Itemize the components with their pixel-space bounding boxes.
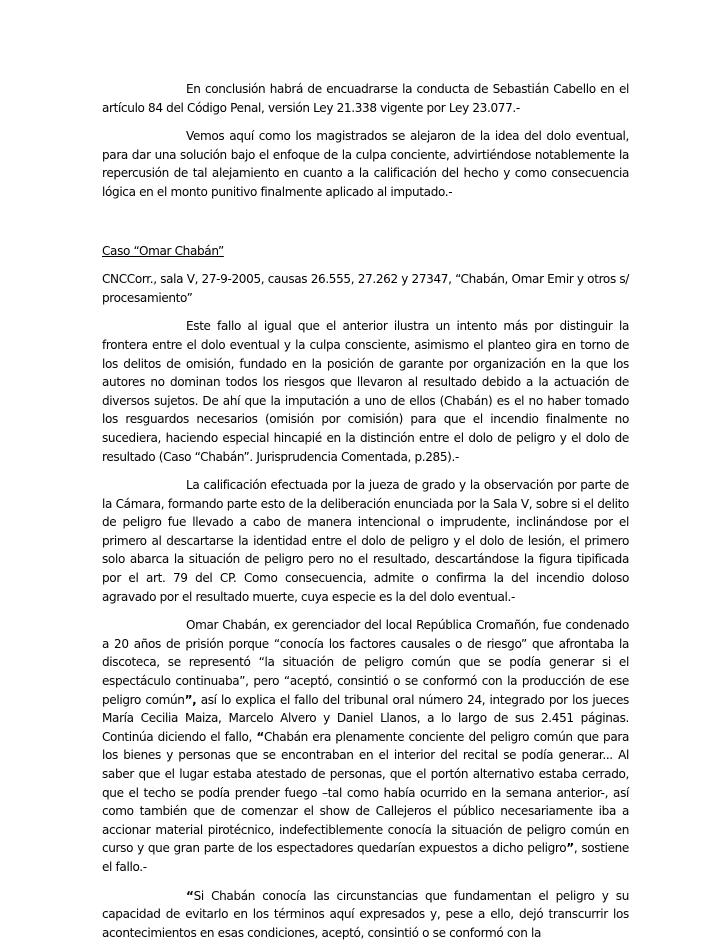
text-run: así lo explica el fallo del tribunal oral número 24, integrado por los jueces María Cecilia Maiza, Marcelo Alvero y Daniel Llanos, a lo largo de sus 2.451 páginas. Continúa diciendo el fallo,	[102, 692, 629, 744]
paragraph-chaban-condena	[102, 616, 629, 876]
section-heading: Caso “Omar Chabán”	[102, 243, 224, 258]
text-run-bold: “	[256, 729, 264, 744]
spacer	[102, 466, 629, 476]
spacer	[102, 117, 629, 127]
case-citation: CNCCorr., sala V, 27-9-2005, causas 26.555, 27.262 y 27347, “Chabán, Omar Emir y otros s/ procesamiento”	[102, 272, 629, 305]
text-run-bold: “	[186, 888, 194, 903]
spacer	[102, 232, 629, 242]
document-page	[102, 80, 629, 942]
text-run: Si Chabán conocía las circunstancias que fundamentan el peligro y su capacidad de evitarlo en los términos aquí expresados y, pese a ello, dejó transcurrir los acontecimientos en esas condiciones, aceptó, consintió o se conformó con la	[102, 888, 629, 940]
paragraph-conclusion: En conclusión habrá de encuadrarse la conducta de Sebastián Cabello en el artículo 84 del Código Penal, versión Ley 21.338 vigente por Ley 23.077.-	[102, 82, 629, 115]
spacer	[102, 202, 629, 232]
text-run: Omar Chabán, ex gerenciador del local República Cromañón, fue condenado a 20 años de prisión porque “conocía los factores causales o de riesgo” que afrontaba la discoteca, se representó “la situación de peligro común que se podía generar si el espectáculo continuaba”, pero “aceptó, consintió o se conformó con la producción de ese peligro común	[102, 618, 629, 707]
spacer	[102, 877, 629, 887]
paragraph-fallo: Este fallo al igual que el anterior ilustra un intento más por distinguir la frontera entre el dolo eventual y la culpa consciente, asimismo el planteo gira en torno de los delitos de omisión, fundado en la posición de garante por organización en la que los autores no dominan todos los riesgos que llevaron al resultado debido a la actuación de diversos sujetos. De ahí que la imputación a uno de ellos (Chabán) es el no haber tomado los resguardos necesarios (omisión por comisión) para que el incendio finalmente no sucediera, haciendo especial hincapié en la distinción entre el dolo de peligro y el dolo de resultado (Caso “Chabán”. Jurisprudencia Comentada, p.285).-	[102, 319, 629, 464]
spacer	[102, 307, 629, 317]
text-run: Chabán era plenamente conciente del peligro común que para los bienes y personas que se encontraban en el interior del recital se podía generar... Al saber que el lugar estaba atestado de personas, que el portón alternativo estaba cerrado, que el techo se podía prender fuego –tal como había ocurrido en la semana anterior-, así como también que de comenzar el show de Callejeros el público necesariamente iba a accionar material pirotécnico, indefectiblemente conocía la situación de peligro común en curso y que gran parte de los espectadores quedarían expuestos a dicho peligro	[102, 729, 629, 856]
spacer	[102, 606, 629, 616]
spacer	[102, 260, 629, 270]
text-run-bold: ”	[566, 841, 574, 856]
text-run: , sostiene el fallo.-	[102, 841, 629, 874]
paragraph-calificacion: La calificación efectuada por la jueza de grado y la observación por parte de la Cámara, formando parte esto de la deliberación enunciada por la Sala V, sobre si el delito de peligro fue llevado a cabo de manera intencional o imprudente, inclinándose por el primero al descartarse la identidad entre el dolo de peligro y el dolo de lesión, el primero solo abarca la situación de peligro pero no el resultado, descartándose la figura tipificada por el art. 79 del CP. Como consecuencia, admite o confirma la del incendio doloso agravado por el resultado muerte, cuya especie es la del dolo eventual.-	[102, 478, 629, 604]
paragraph-si-chaban	[102, 887, 629, 943]
text-run-bold: ”,	[184, 692, 197, 707]
paragraph-dolo-eventual: Vemos aquí como los magistrados se alejaron de la idea del dolo eventual, para dar una solución bajo el enfoque de la culpa conciente, advirtiéndose notablemente la repercusión de tal alejamiento en cuanto a la calificación del hecho y como consecuencia lógica en el monto punitivo finalmente aplicado al imputado.-	[102, 129, 629, 199]
